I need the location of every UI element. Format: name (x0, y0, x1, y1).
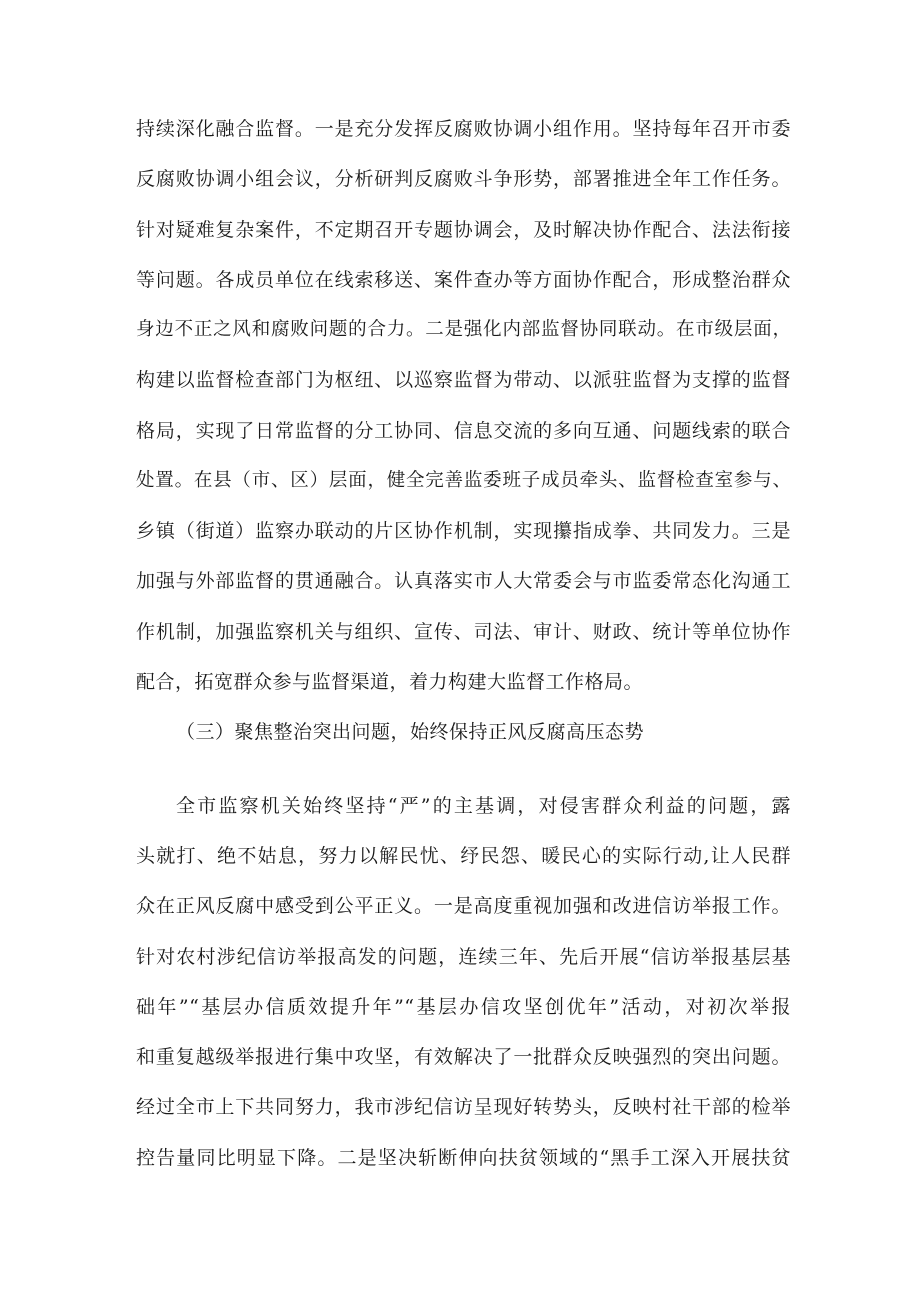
paragraph-1-line-5: 身边不正之风和腐败问题的合力。二是强化内部监督协同联动。在市级层面， (136, 319, 791, 340)
paragraph-1-line-11: 作机制，加强监察机关与组织、宣传、司法、审计、财政、统计等单位协作 (136, 621, 791, 643)
paragraph-1-line-12: 配合，拓宽群众参与监督渠道，着力构建大监督工作格局。 (136, 671, 644, 693)
paragraph-1-line-6: 构建以监督检查部门为枢纽、以巡察监督为带动、以派驻监督为支撑的监督 (136, 369, 791, 391)
paragraph-2-line-6: 和重复越级举报进行集中攻坚，有效解决了一批群众反映强烈的突出问题。 (136, 1046, 791, 1068)
paragraph-2-line-5: 础年”“基层办信质效提升年”“基层办信攻坚创优年”活动，对初次举报 (136, 996, 791, 1018)
paragraph-1-line-7: 格局，实现了日常监督的分工协同、信息交流的多向互通、问题线索的联合 (136, 420, 791, 442)
paragraph-1-line-2: 反腐败协调小组会议，分析研判反腐败斗争形势，部署推进全年工作任务。 (136, 168, 791, 190)
paragraph-1-line-3: 针对疑难复杂案件，不定期召开专题协调会，及时解决协作配合、法法衔接 (136, 219, 791, 241)
paragraph-1-line-1: 持续深化融合监督。一是充分发挥反腐败协调小组作用。坚持每年召开市委 (136, 118, 791, 140)
paragraph-2-line-4: 针对农村涉纪信访举报高发的问题，连续三年、先后开展“信访举报基层基 (136, 946, 791, 968)
paragraph-2-line-2: 头就打、绝不姑息，努力以解民忧、纾民怨、暖民心的实际行动,让人民群 (136, 845, 791, 867)
paragraph-1-line-4: 等问题。各成员单位在线索移送、案件查办等方面协作配合，形成整治群众 (136, 269, 791, 291)
paragraph-2-line-1: 全市监察机关始终坚持“严”的主基调，对侵害群众利益的问题，露 (176, 795, 791, 817)
paragraph-2-line-3: 众在正风反腐中感受到公平正义。一是高度重视加强和改进信访举报工作。 (136, 895, 791, 917)
paragraph-1-line-8: 处置。在县（市、区）层面，健全完善监委班子成员牵头、监督检查室参与、 (136, 470, 791, 491)
paragraph-2-line-7: 经过全市上下共同努力，我市涉纪信访呈现好转势头，反映村社干部的检举 (136, 1096, 791, 1118)
section-heading: （三）聚焦整治突出问题，始终保持正风反腐高压态势 (176, 721, 645, 743)
paragraph-2-line-8: 控告量同比明显下降。二是坚决斩断伸向扶贫领域的“黑手工深入开展扶贫 (136, 1147, 791, 1169)
paragraph-1-line-10: 加强与外部监督的贯通融合。认真落实市人大常委会与市监委常态化沟通工 (136, 570, 791, 592)
paragraph-1-line-9: 乡镇（街道）监察办联动的片区协作机制，实现攥指成拳、共同发力。三是 (136, 520, 791, 542)
